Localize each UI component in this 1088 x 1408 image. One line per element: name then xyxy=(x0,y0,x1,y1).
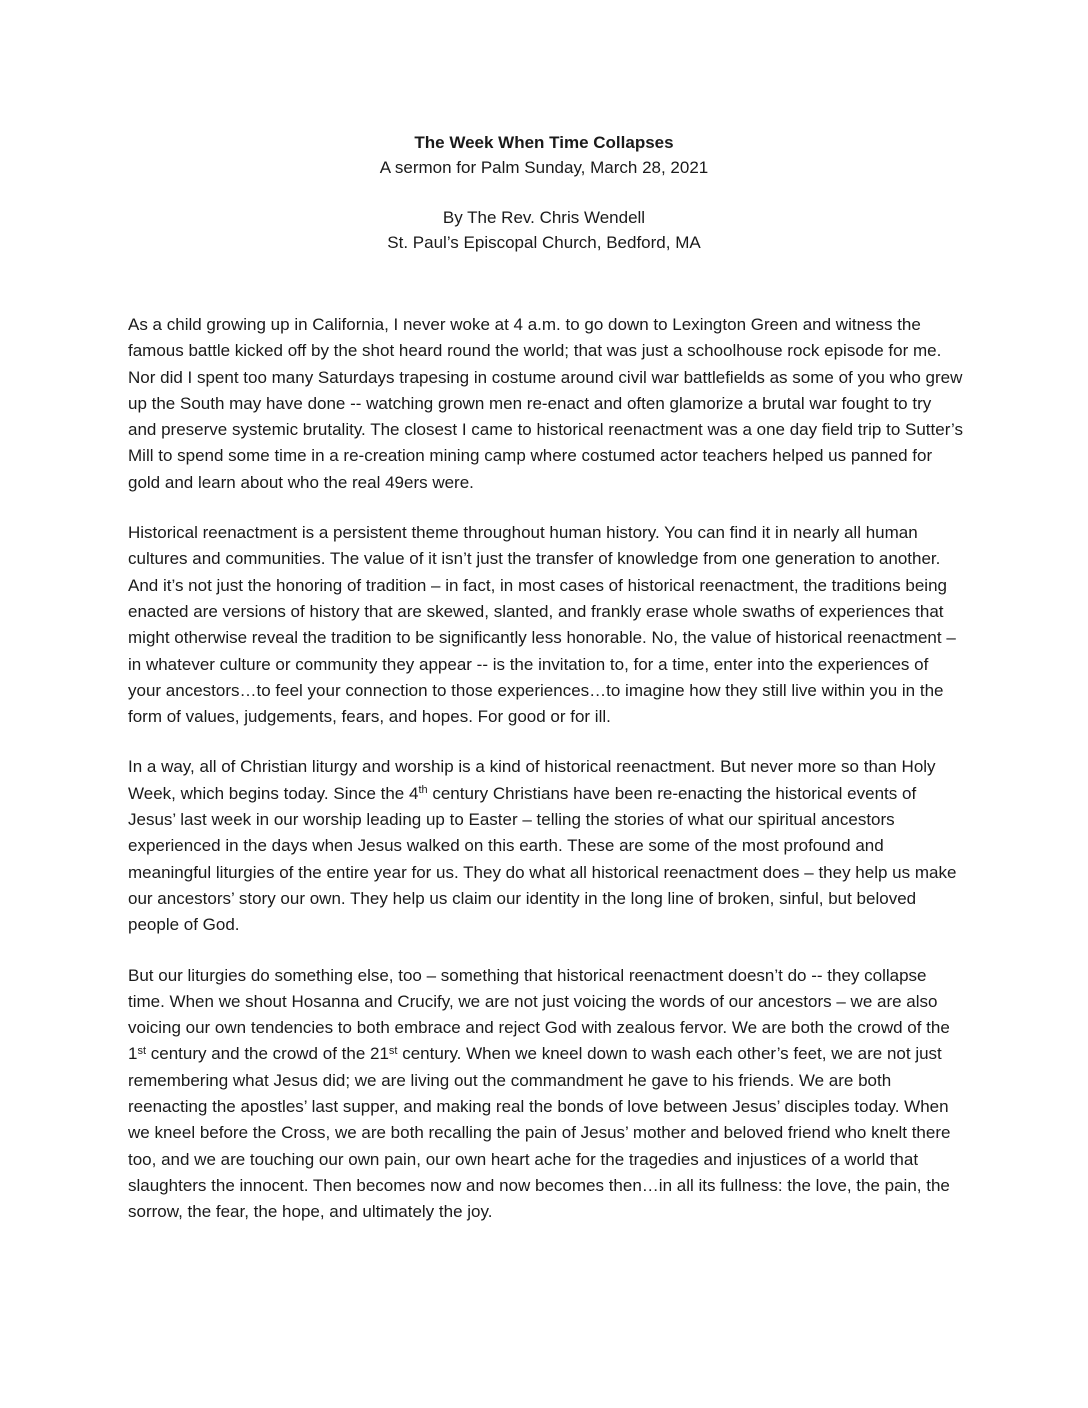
header-spacer xyxy=(128,180,960,205)
paragraph-4 xyxy=(128,963,963,1226)
paragraph-4-text-c: century. When we kneel down to wash each other’s feet, we are not just remembering what Jesus did; we are living out the commandment he gave to his friends. We are both reenacting the apostles’ last supper, and making real the bonds of love between Jesus’ disciples today. When we kneel before the Cross, we are both recalling the pain of Jesus’ mother and beloved friend who knelt there too, and we are touching our own pain, our own heart ache for the tragedies and injustices of a world that slaughters the innocent. Then becomes now and now becomes then…in all its fullness: the love, the pain, the sorrow, the fear, the hope, and ultimately the joy. xyxy=(128,1044,951,1222)
ordinal-suffix: st xyxy=(137,1044,147,1057)
sermon-body xyxy=(128,312,963,1250)
paragraph-4-text-a: But our liturgies do something else, too – something that historical reenactment doesn’t do -- they collapse time. When we shout Hosanna and Crucify, we are not just voicing the words of our ancestors – we are also voicing our own tendencies to both embrace and reject God with zealous fervor. We are both the crowd of the 1 xyxy=(128,965,950,1064)
ordinal-suffix: th xyxy=(418,784,428,797)
paragraph-1: As a child growing up in California, I never woke at 4 a.m. to go down to Lexington Green and witness the famous battle kicked off by the shot heard round the world; that was just a schoolhouse rock episode for me. Nor did I spent too many Saturdays trapesing in costume around civil war battlefields as some of you who grew up the South may have done -- watching grown men re-enact and often glamorize a brutal war fought to try and preserve systemic brutality. The closest I came to historical reenactment was a one day field trip to Sutter’s Mill to spend some time in a re-creation mining camp where costumed actor teachers helped us panned for gold and learn about who the real 49ers were. xyxy=(128,315,963,492)
sermon-header xyxy=(128,130,960,255)
ordinal-suffix: st xyxy=(388,1044,398,1057)
paragraph-4-text-b: century and the crowd of the 21 xyxy=(146,1044,389,1064)
sermon-church: St. Paul’s Episcopal Church, Bedford, MA xyxy=(387,233,701,252)
paragraph-2: Historical reenactment is a persistent theme throughout human history. You can find it in nearly all human cultures and communities. The value of it isn’t just the transfer of knowledge from one generation to another. And it’s not just the honoring of tradition – in fact, in most cases of historical reenactment, the traditions being enacted are versions of history that are skewed, slanted, and frankly erase whole swaths of experiences that might otherwise reveal the tradition to be significantly less honorable. No, the value of historical reenactment – in whatever culture or community they appear -- is the invitation to, for a time, enter into the experiences of your ancestors…to feel your connection to those experiences…to imagine how they still live within you in the form of values, judgements, fears, and hopes. For good or for ill. xyxy=(128,523,956,727)
paragraph-3-text-a: In a way, all of Christian liturgy and worship is a kind of historical reenactment. But never more so than Holy Week, which begins today. Since the 4 xyxy=(128,757,936,803)
sermon-author: By The Rev. Chris Wendell xyxy=(442,208,646,227)
paragraph-3 xyxy=(128,754,963,938)
sermon-subtitle: A sermon for Palm Sunday, March 28, 2021 xyxy=(379,158,709,177)
sermon-title: The Week When Time Collapses xyxy=(414,133,674,152)
paragraph-3-text-b: century Christians have been re-enacting the historical events of Jesus’ last week in our worship leading up to Easter – telling the stories of what our spiritual ancestors experienced in the days when Jesus walked on this earth. These are some of the most profound and meaningful liturgies of the entire year for us. They do what all historical reenactment does – they help us make our ancestors’ story our own. They help us claim our identity in the long line of broken, sinful, but beloved people of God. xyxy=(128,783,957,935)
